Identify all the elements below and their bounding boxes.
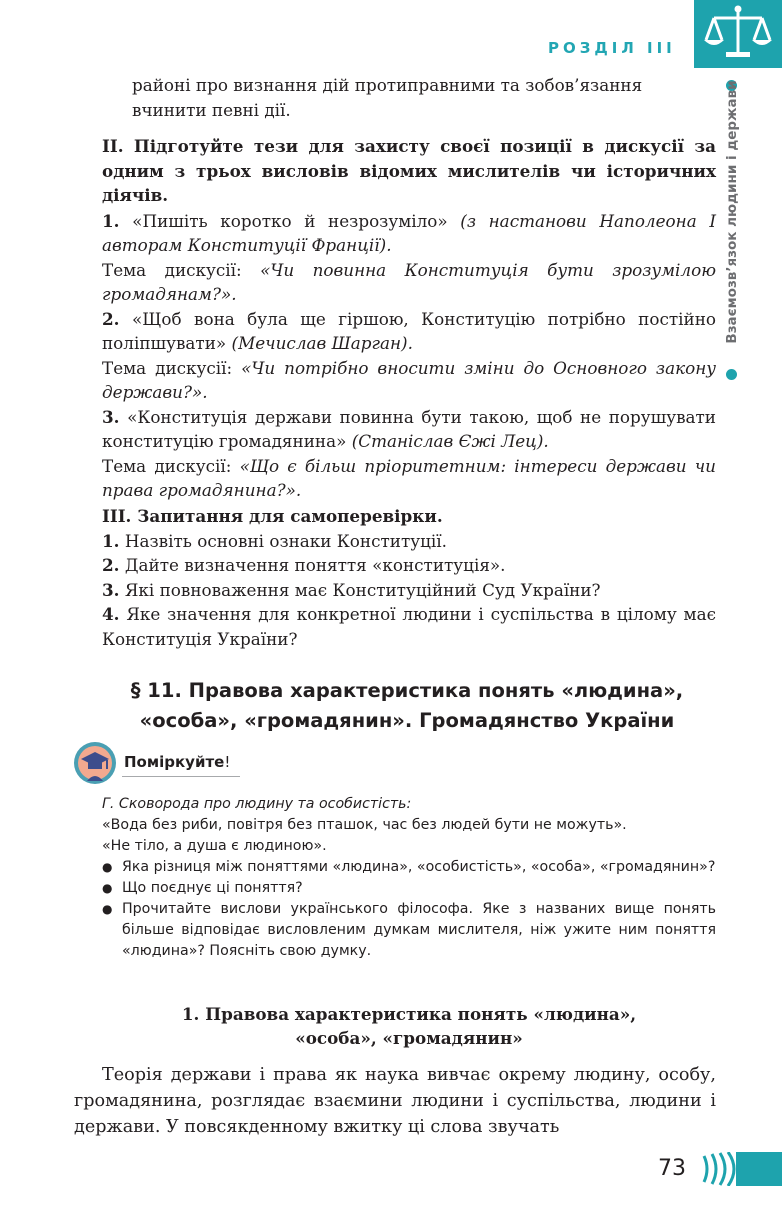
section-title: РОЗДІЛ ІІІ: [548, 39, 676, 57]
item-number: 3.: [102, 406, 120, 427]
item-source: (Мечислав Шарган).: [231, 333, 413, 353]
think-quote: «Вода без риби, повітря без пташок, час без людей бути не можуть».: [102, 817, 627, 833]
question-number: 2.: [102, 555, 120, 575]
intro-paragraph: [132, 73, 716, 122]
item-source: (Станіслав Єжі Лец).: [351, 431, 549, 451]
task-2: [102, 134, 716, 503]
think-bullet: ● Прочитайте вислови українського філософа. Яке з названих вище понять більше відповідає висловленим думкам мислителя, ніж ужите ним поняття «людина»? Поясніть свою думку.: [102, 899, 716, 962]
question-text: Які повноваження має Конституційний Суд України?: [124, 579, 601, 600]
subsection-line: «особа», «громадянин»: [295, 1028, 523, 1048]
subsection-line: 1. Правова характеристика понять «людина»,: [181, 1004, 637, 1024]
page-tab: [702, 1152, 782, 1186]
think-underline: [122, 776, 240, 777]
think-content: [102, 794, 716, 962]
section-badge: [694, 0, 782, 68]
task-2-topic: [102, 258, 716, 307]
wave-icon: [702, 1152, 782, 1186]
section-heading-line: § 11. Правова характеристика понять «людина»,: [130, 679, 684, 702]
think-quote: «Не тіло, а душа є людиною».: [102, 838, 327, 854]
think-source: Г. Сковорода про людину та особистість:: [102, 796, 412, 812]
think-label-text: Поміркуйте: [124, 753, 225, 771]
think-bullet: ● Яка різниця між поняттями «людина», «особистість», «особа», «громадянин»?: [102, 857, 716, 878]
body-text: Теорія держави і права як наука вивчає окрему людину, особу, громадянина, розглядає взаємини людини і суспільства, людини і держави. У повсякденному вжитку ці слова звучать: [74, 1065, 716, 1137]
question: [102, 602, 716, 651]
think-badge: [73, 741, 117, 785]
item-quote: «Конституція держави повинна бути такою, щоб не порушувати конституцію громадянина»: [102, 406, 716, 451]
question-text: Назвіть основні ознаки Конституції.: [124, 530, 447, 551]
subsection-heading: [102, 1002, 716, 1050]
think-label: [124, 753, 230, 771]
question-number: 3.: [102, 579, 120, 600]
topic-text: «Чи повинна Конституція бути зрозумілою громадянам?».: [102, 259, 716, 304]
task-2-item: [102, 405, 716, 454]
section-heading-line: «особа», «громадянин». Громадянство України: [139, 709, 675, 732]
intro-line: районі про визнання дій протиправними та зобов’язання: [132, 75, 643, 95]
section-heading: [92, 676, 722, 736]
question-number: 1.: [102, 530, 120, 551]
question: [102, 578, 716, 603]
item-number: 1.: [102, 210, 120, 231]
item-quote: «Пишіть коротко й незрозуміло»: [132, 210, 448, 231]
topic-text: «Що є більш пріоритетним: інтереси держави чи права громадянина?».: [102, 455, 716, 500]
question: [102, 529, 716, 554]
think-bullet: ● Що поєднує ці поняття?: [102, 878, 716, 899]
task-2-item: [102, 307, 716, 356]
question-text: Яке значення для конкретної людини і суспільства в цілому має Конституція України?: [102, 604, 716, 649]
item-source: (з настанови Наполеона І авторам Конституції Франції).: [102, 210, 716, 255]
task-2-item: [102, 209, 716, 258]
side-label: Взаємозв’язок людини і держави: [724, 80, 740, 344]
question-number: 4.: [102, 604, 120, 624]
task-3-title: ІІІ. Запитання для самоперевірки.: [102, 506, 443, 526]
question: [102, 553, 716, 578]
topic-label: Тема дискусії:: [102, 455, 232, 476]
graduate-icon: [73, 741, 117, 785]
think-mark: !: [224, 753, 231, 771]
intro-line: вчинити певні дії.: [132, 99, 291, 120]
body-paragraph: [74, 1062, 716, 1140]
side-dot-bottom: [726, 369, 737, 380]
topic-label: Тема дискусії:: [102, 357, 233, 378]
task-2-topic: [102, 454, 716, 503]
scales-icon: [694, 0, 782, 68]
topic-text: «Чи потрібно вносити зміни до Основного закону держави?».: [102, 357, 716, 402]
topic-label: Тема дискусії:: [102, 259, 242, 280]
page-number: 73: [658, 1156, 686, 1181]
task-2-title: ІІ. Підготуйте тези для захисту своєї позиції в дискусії за одним з трьох висловів відомих мислителів чи історичних діячів.: [102, 136, 716, 205]
item-quote: «Щоб вона була ще гіршою, Конституцію потрібно постійно поліпшувати»: [102, 308, 716, 353]
item-number: 2.: [102, 308, 120, 329]
question-text: Дайте визначення поняття «конституція».: [124, 555, 506, 575]
task-3: [102, 504, 716, 651]
task-2-topic: [102, 356, 716, 405]
